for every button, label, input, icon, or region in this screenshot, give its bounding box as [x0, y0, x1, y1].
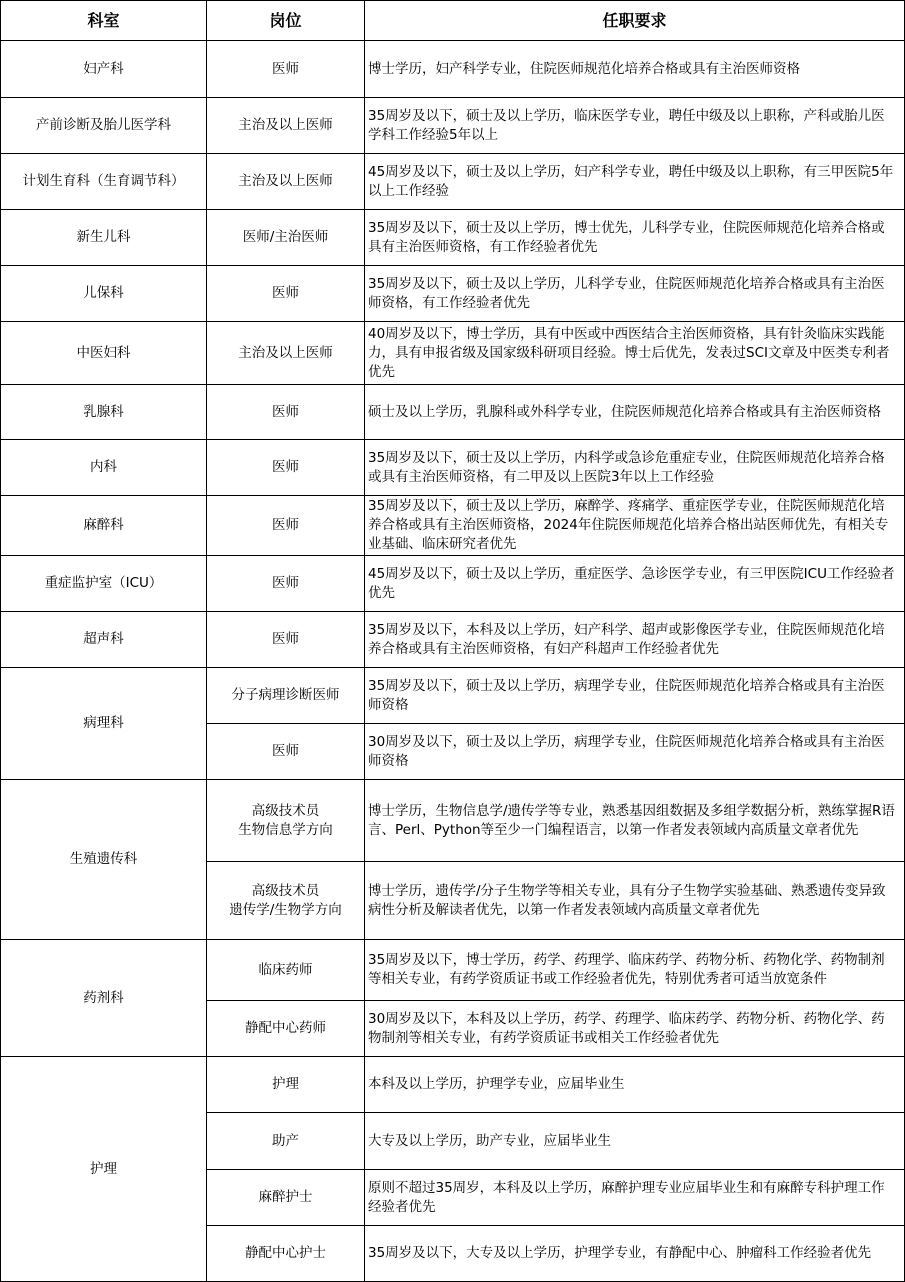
- header-position: 岗位: [207, 1, 365, 41]
- position-cell: 静配中心药师: [207, 1001, 365, 1057]
- table-row: [1, 41, 905, 98]
- position-line: 遗传学/生物学方向: [229, 901, 342, 918]
- dept-cell: 超声科: [1, 612, 207, 668]
- table-row: [1, 1057, 905, 1113]
- dept-cell: 麻醉科: [1, 496, 207, 556]
- position-line: 高级技术员: [251, 802, 320, 819]
- table-row: [1, 780, 905, 862]
- position-cell: 静配中心护士: [207, 1226, 365, 1282]
- requirements-cell: 45周岁及以下，硕士及以上学历，重症医学、急诊医学专业，有三甲医院ICU工作经验者优先: [365, 556, 905, 612]
- requirements-cell: 35周岁及以下，硕士及以上学历，病理学专业，住院医师规范化培养合格或具有主治医师资格: [365, 668, 905, 724]
- position-cell: 医师: [207, 385, 365, 440]
- position-cell: 医师: [207, 41, 365, 98]
- table-row: [1, 612, 905, 668]
- requirements-cell: 原则不超过35周岁，本科及以上学历，麻醉护理专业应届毕业生和有麻醉专科护理工作经验者优先: [365, 1170, 905, 1226]
- header-row: [1, 1, 905, 41]
- requirements-cell: 35周岁及以下，大专及以上学历，护理学专业，有静配中心、肿瘤科工作经验者优先: [365, 1226, 905, 1282]
- position-cell: 医师: [207, 440, 365, 496]
- requirements-cell: 博士学历，遗传学/分子生物学等相关专业，具有分子生物学实验基础、熟悉遗传变异致病性分析及解读者优先，以第一作者发表领域内高质量文章者优先: [365, 862, 905, 940]
- requirements-cell: 35周岁及以下，硕士及以上学历，内科学或急诊危重症专业，住院医师规范化培养合格或具有主治医师资格，有二甲及以上医院3年以上工作经验: [365, 440, 905, 496]
- requirements-cell: 大专及以上学历，助产专业，应届毕业生: [365, 1113, 905, 1170]
- table-row: [1, 556, 905, 612]
- table-row: [1, 385, 905, 440]
- requirements-cell: 硕士及以上学历，乳腺科或外科学专业，住院医师规范化培养合格或具有主治医师资格: [365, 385, 905, 440]
- position-cell: 主治及以上医师: [207, 98, 365, 154]
- table-row: [1, 154, 905, 210]
- position-line: 高级技术员: [251, 882, 320, 899]
- requirements-cell: 本科及以上学历，护理学专业，应届毕业生: [365, 1057, 905, 1113]
- position-cell: 分子病理诊断医师: [207, 668, 365, 724]
- table-row: [1, 940, 905, 1001]
- table-row: [1, 322, 905, 385]
- dept-cell: 内科: [1, 440, 207, 496]
- dept-cell: 新生儿科: [1, 210, 207, 266]
- requirements-cell: 30周岁及以下，本科及以上学历，药学、药理学、临床药学、药物分析、药物化学、药物制剂等相关专业，有药学资质证书或相关工作经验者优先: [365, 1001, 905, 1057]
- dept-cell: 乳腺科: [1, 385, 207, 440]
- requirements-cell: 35周岁及以下，硕士及以上学历，麻醉学、疼痛学、重症医学专业，住院医师规范化培养合格或具有主治医师资格，2024年住院医师规范化培养合格出站医师优先，有相关专业基础、临床研究者优先: [365, 496, 905, 556]
- dept-cell: 重症监护室（ICU）: [1, 556, 207, 612]
- position-cell: 主治及以上医师: [207, 154, 365, 210]
- position-cell: 临床药师: [207, 940, 365, 1001]
- position-cell: 医师: [207, 612, 365, 668]
- dept-cell: 产前诊断及胎儿医学科: [1, 98, 207, 154]
- position-cell: [207, 862, 365, 940]
- requirements-cell: 35周岁及以下，博士学历，药学、药理学、临床药学、药物分析、药物化学、药物制剂等相关专业，有药学资质证书或工作经验者优先，特别优秀者可适当放宽条件: [365, 940, 905, 1001]
- dept-cell: 护理: [1, 1057, 207, 1282]
- requirements-cell: 45周岁及以下，硕士及以上学历，妇产科学专业，聘任中级及以上职称，有三甲医院5年以上工作经验: [365, 154, 905, 210]
- position-cell: 医师: [207, 496, 365, 556]
- position-line: 生物信息学方向: [238, 821, 333, 838]
- dept-cell: 生殖遗传科: [1, 780, 207, 940]
- table-row: [1, 668, 905, 724]
- table-row: [1, 266, 905, 322]
- dept-cell: 中医妇科: [1, 322, 207, 385]
- table-row: [1, 210, 905, 266]
- dept-cell: 妇产科: [1, 41, 207, 98]
- position-cell: 医师: [207, 724, 365, 780]
- requirements-cell: 30周岁及以下，硕士及以上学历，病理学专业，住院医师规范化培养合格或具有主治医师资格: [365, 724, 905, 780]
- header-dept: 科室: [1, 1, 207, 41]
- dept-cell: 计划生育科（生育调节科）: [1, 154, 207, 210]
- position-cell: 医师/主治医师: [207, 210, 365, 266]
- position-cell: 麻醉护士: [207, 1170, 365, 1226]
- position-cell: 医师: [207, 556, 365, 612]
- requirements-cell: 35周岁及以下，硕士及以上学历，临床医学专业，聘任中级及以上职称，产科或胎儿医学科工作经验5年以上: [365, 98, 905, 154]
- requirements-cell: 博士学历，妇产科学专业，住院医师规范化培养合格或具有主治医师资格: [365, 41, 905, 98]
- table-row: [1, 440, 905, 496]
- table-row: [1, 98, 905, 154]
- position-cell: 医师: [207, 266, 365, 322]
- requirements-cell: 40周岁及以下，博士学历，具有中医或中西医结合主治医师资格，具有针灸临床实践能力，具有申报省级及国家级科研项目经验。博士后优先，发表过SCI文章及中医类专利者优先: [365, 322, 905, 385]
- position-cell: [207, 780, 365, 862]
- table-row: [1, 496, 905, 556]
- requirements-cell: 35周岁及以下，硕士及以上学历，儿科学专业，住院医师规范化培养合格或具有主治医师资格，有工作经验者优先: [365, 266, 905, 322]
- requirements-cell: 35周岁及以下，硕士及以上学历，博士优先，儿科学专业，住院医师规范化培养合格或具有主治医师资格，有工作经验者优先: [365, 210, 905, 266]
- position-cell: 护理: [207, 1057, 365, 1113]
- requirements-cell: 35周岁及以下，本科及以上学历，妇产科学、超声或影像医学专业，住院医师规范化培养合格或具有主治医师资格，有妇产科超声工作经验者优先: [365, 612, 905, 668]
- header-requirements: 任职要求: [365, 1, 905, 41]
- dept-cell: 儿保科: [1, 266, 207, 322]
- requirements-cell: 博士学历，生物信息学/遗传学等专业，熟悉基因组数据及多组学数据分析，熟练掌握R语言、Perl、Python等至少一门编程语言，以第一作者发表领域内高质量文章者优先: [365, 780, 905, 862]
- dept-cell: 病理科: [1, 668, 207, 780]
- position-cell: 助产: [207, 1113, 365, 1170]
- dept-cell: 药剂科: [1, 940, 207, 1057]
- position-cell: 主治及以上医师: [207, 322, 365, 385]
